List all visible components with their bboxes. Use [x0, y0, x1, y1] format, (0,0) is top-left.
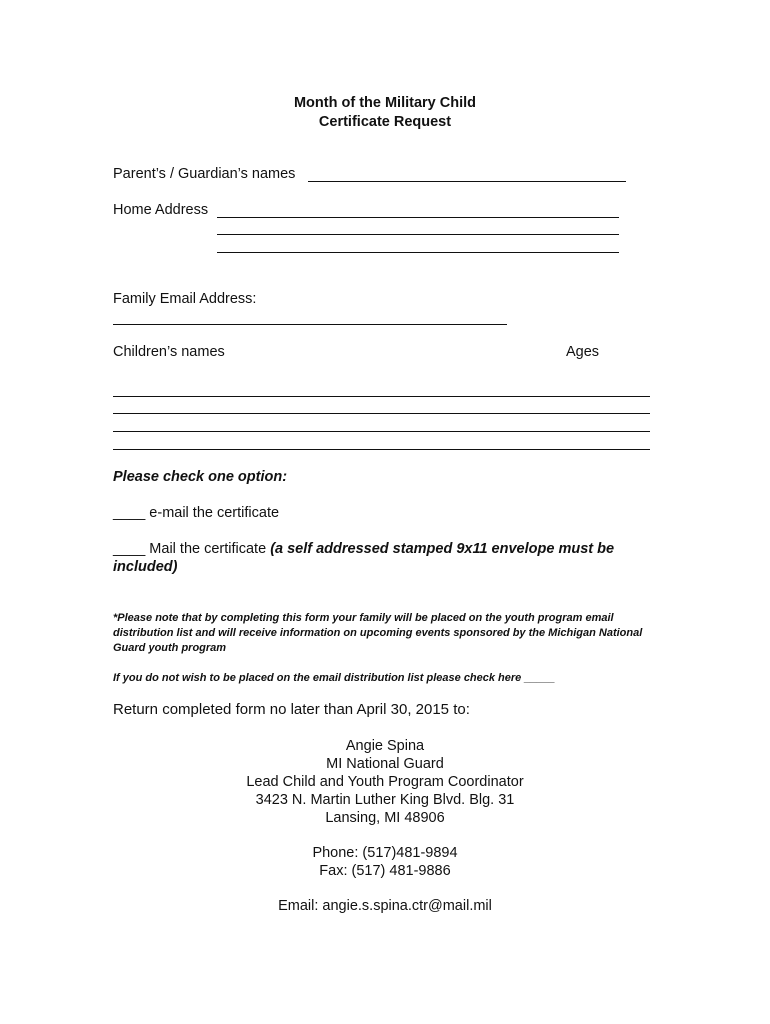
options-heading: Please check one option: [113, 469, 288, 485]
contact-email-block [0, 897, 770, 915]
distribution-note: *Please note that by completing this form your family will be placed on the youth program email distribution list and will receive information on upcoming events sponsored by the Michigan National Guard youth program [113, 612, 643, 654]
email-option-blank[interactable]: ____ [113, 505, 146, 521]
home-address-line-1[interactable] [217, 217, 619, 218]
mail-certificate-option[interactable] [113, 540, 653, 576]
children-line-1[interactable] [113, 396, 650, 397]
mail-option-text: Mail the certificate [149, 541, 267, 557]
contact-phone-block [0, 844, 770, 880]
mail-option-blank[interactable]: ____ [113, 541, 146, 557]
children-line-3[interactable] [113, 431, 650, 432]
children-line-2[interactable] [113, 413, 650, 414]
family-email-label: Family Email Address: [113, 291, 257, 307]
parent-names-line[interactable] [308, 181, 626, 182]
contact-name: Angie Spina [345, 738, 425, 754]
contact-address-block [0, 737, 770, 827]
contact-email: Email: angie.s.spina.ctr@mail.mil [278, 898, 492, 914]
return-instructions: Return completed form no later than April 30, 2015 to: [113, 701, 470, 718]
opt-out-note: If you do not wish to be placed on the email distribution list please check here _____ [113, 672, 555, 684]
title-line-2: Certificate Request [318, 114, 452, 130]
contact-role: Lead Child and Youth Program Coordinator [246, 774, 524, 790]
mail-option-note: (a self addressed stamped 9x11 envelope must be included) [113, 541, 615, 575]
home-address-label: Home Address [113, 202, 209, 218]
email-certificate-option[interactable] [113, 504, 653, 522]
home-address-line-3[interactable] [217, 252, 619, 253]
contact-phone: Phone: (517)481-9894 [312, 845, 458, 861]
children-line-4[interactable] [113, 449, 650, 450]
contact-org: MI National Guard [326, 756, 444, 772]
form-title [0, 94, 770, 132]
contact-city: Lansing, MI 48906 [325, 810, 445, 826]
family-email-line[interactable] [113, 324, 507, 325]
ages-label: Ages [566, 344, 600, 360]
email-option-text: e-mail the certificate [149, 505, 280, 521]
home-address-line-2[interactable] [217, 234, 619, 235]
parent-names-label: Parent’s / Guardian’s names [113, 166, 296, 182]
children-names-label: Children’s names [113, 344, 225, 360]
title-line-1: Month of the Military Child [293, 95, 477, 111]
contact-fax: Fax: (517) 481-9886 [319, 863, 451, 879]
contact-street: 3423 N. Martin Luther King Blvd. Blg. 31 [255, 792, 515, 808]
